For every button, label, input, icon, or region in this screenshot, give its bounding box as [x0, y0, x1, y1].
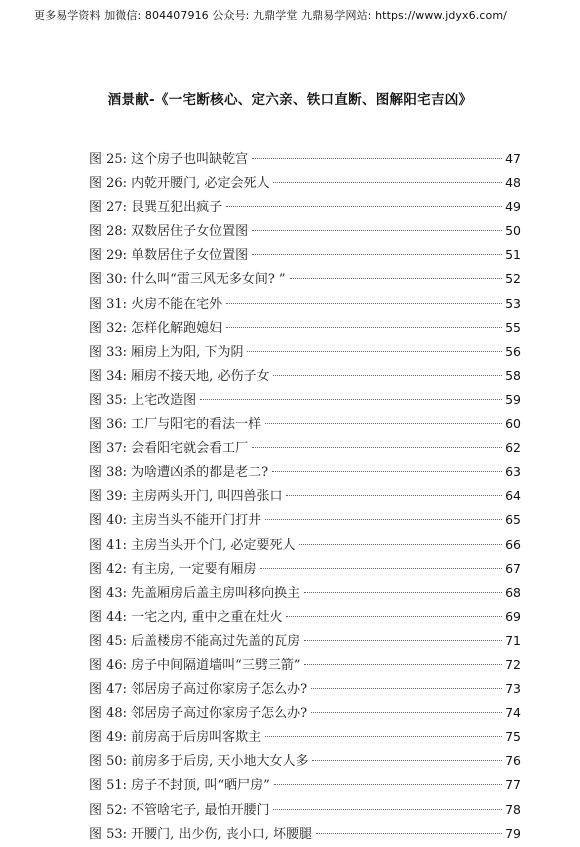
toc-page-number: 68 — [505, 584, 521, 600]
toc-entry-label: 图 37: 会看阳宅就会看工厂 — [89, 441, 249, 457]
toc-page-number: 56 — [505, 343, 521, 359]
dot-leader — [316, 833, 502, 834]
toc-page-number: 53 — [505, 295, 521, 311]
toc-entry — [89, 725, 521, 749]
dot-leader — [200, 399, 502, 400]
toc-entry-label: 图 35: 上宅改造图 — [89, 392, 197, 408]
toc-page-number: 79 — [505, 825, 521, 841]
toc-page-number: 63 — [505, 464, 521, 480]
toc-page-number: 74 — [505, 705, 521, 721]
toc-entry-label: 图 36: 工厂与阳宅的看法一样 — [89, 417, 262, 433]
toc-entry-label: 图 39: 主房两头开门, 叫四兽张口 — [89, 489, 283, 505]
toc-entry — [89, 484, 521, 508]
toc-page-number: 51 — [505, 247, 521, 263]
dot-leader — [304, 664, 502, 665]
toc-page-number: 59 — [505, 391, 521, 407]
toc-entry-label: 图 30: 什么叫“雷三风无多女间? ” — [89, 272, 286, 288]
dot-leader — [226, 206, 502, 207]
dot-leader — [311, 688, 502, 689]
toc-entry-label: 图 28: 双数居住子女位置图 — [89, 224, 249, 240]
toc-entry-label: 图 42: 有主房, 一定要有厢房 — [89, 561, 257, 577]
toc-entry — [89, 267, 521, 291]
dot-leader — [290, 278, 503, 279]
toc-entry — [89, 412, 521, 436]
dot-leader — [312, 760, 502, 761]
toc-entry — [89, 677, 521, 701]
toc-entry-label: 图 33: 厢房上为阳, 下为阴 — [89, 344, 244, 360]
toc-entry — [89, 629, 521, 653]
toc-entry — [89, 292, 521, 316]
toc-page-number: 78 — [505, 801, 521, 817]
toc-entry-label: 图 32: 怎样化解跑媳妇 — [89, 320, 223, 336]
toc-page-number: 58 — [505, 367, 521, 383]
toc-entry — [89, 557, 521, 581]
toc-page-number: 77 — [505, 777, 521, 793]
dot-leader — [252, 158, 502, 159]
dot-leader — [265, 423, 502, 424]
table-of-contents — [89, 147, 521, 846]
toc-page-number: 76 — [505, 753, 521, 769]
dot-leader — [272, 471, 502, 472]
toc-page-number: 71 — [505, 632, 521, 648]
dot-leader — [286, 616, 502, 617]
toc-entry-label: 图 44: 一宅之内, 重中之重在灶火 — [89, 609, 283, 625]
toc-entry-label: 图 25: 这个房子也叫缺乾宫 — [89, 152, 249, 167]
toc-page-number: 49 — [505, 199, 521, 215]
toc-entry — [89, 388, 521, 412]
toc-entry — [89, 243, 521, 267]
dot-leader — [260, 568, 502, 569]
dot-leader — [299, 544, 502, 545]
toc-entry — [89, 316, 521, 340]
toc-page-number: 75 — [505, 729, 521, 745]
toc-entry-label: 图 48: 邻居房子高过你家房子怎么办? — [89, 706, 308, 722]
dot-leader — [247, 351, 502, 352]
toc-entry — [89, 605, 521, 629]
toc-entry-label: 图 53: 开腰门, 出少伤, 丧小口, 坏腰腿 — [89, 826, 312, 842]
toc-entry-label: 图 46: 房子中间隔道墙叫“三劈三箭” — [89, 657, 301, 673]
toc-entry — [89, 508, 521, 532]
document-title: 酒景献-《一宅断核心、定六亲、铁口直断、图解阳宅吉凶》 — [107, 92, 473, 108]
dot-leader — [265, 736, 502, 737]
toc-page-number: 50 — [505, 223, 521, 239]
toc-entry-label: 图 47: 邻居房子高过你家房子怎么办? — [89, 682, 308, 698]
toc-entry — [89, 581, 521, 605]
toc-entry-label: 图 26: 内乾开腰门, 必定会死人 — [89, 176, 270, 192]
toc-page-number: 69 — [505, 608, 521, 624]
toc-entry — [89, 822, 521, 846]
toc-page-number: 66 — [505, 536, 521, 552]
toc-page-number: 67 — [505, 560, 521, 576]
dot-leader — [273, 375, 502, 376]
toc-entry — [89, 195, 521, 219]
toc-entry-label: 图 40: 主房当头不能开门打井 — [89, 513, 262, 529]
toc-page-number: 73 — [505, 681, 521, 697]
toc-entry-label: 图 50: 前房多于后房, 天小地大女人多 — [89, 754, 309, 770]
toc-page-number: 72 — [505, 656, 521, 672]
toc-entry — [89, 749, 521, 773]
toc-entry-label: 图 29: 单数居住子女位置图 — [89, 248, 249, 264]
toc-entry — [89, 364, 521, 388]
toc-page-number: 48 — [505, 175, 521, 191]
toc-entry — [89, 773, 521, 797]
toc-entry-label: 图 52: 不管啥宅子, 最怕开腰门 — [89, 802, 270, 818]
dot-leader — [226, 303, 502, 304]
toc-page-number: 60 — [505, 416, 521, 432]
dot-leader — [273, 809, 502, 810]
dot-leader — [274, 784, 502, 785]
toc-page-number: 64 — [505, 488, 521, 504]
page-header-text: 更多易学资料 加微信: 804407916 公众号: 九鼎学堂 九鼎易学网站: https://www.jdyx6.com/ — [34, 9, 507, 22]
toc-entry — [89, 219, 521, 243]
dot-leader — [286, 495, 502, 496]
toc-entry — [89, 460, 521, 484]
toc-entry-label: 图 51: 房子不封顶, 叫“晒尸房” — [89, 778, 270, 794]
toc-entry — [89, 147, 521, 171]
toc-entry — [89, 171, 521, 195]
toc-entry-label: 图 38: 为啥遭凶杀的都是老二? — [89, 465, 269, 481]
dot-leader — [273, 182, 502, 183]
toc-entry — [89, 436, 521, 460]
toc-entry — [89, 653, 521, 677]
toc-page-number: 47 — [505, 151, 521, 166]
dot-leader — [304, 592, 502, 593]
toc-entry — [89, 340, 521, 364]
dot-leader — [252, 254, 502, 255]
toc-entry-label: 图 43: 先盖厢房后盖主房叫移向换主 — [89, 585, 301, 601]
dot-leader — [252, 447, 502, 448]
dot-leader — [252, 230, 502, 231]
toc-page-number: 55 — [505, 319, 521, 335]
toc-entry-label: 图 41: 主房当头开个门, 必定要死人 — [89, 537, 296, 553]
toc-entry-label: 图 45: 后盖楼房不能高过先盖的瓦房 — [89, 633, 301, 649]
dot-leader — [304, 640, 502, 641]
toc-entry-label: 图 49: 前房高于后房叫客欺主 — [89, 730, 262, 746]
toc-entry-label: 图 27: 艮巽互犯出疯子 — [89, 200, 223, 216]
dot-leader — [226, 327, 502, 328]
toc-entry-label: 图 34: 厢房不接天地, 必伤子女 — [89, 368, 270, 384]
toc-entry — [89, 533, 521, 557]
toc-page-number: 62 — [505, 440, 521, 456]
toc-entry — [89, 701, 521, 725]
toc-page-number: 65 — [505, 512, 521, 528]
dot-leader — [265, 519, 502, 520]
dot-leader — [311, 712, 502, 713]
toc-page-number: 52 — [505, 271, 521, 287]
toc-entry — [89, 798, 521, 822]
toc-entry-label: 图 31: 火房不能在宅外 — [89, 296, 223, 312]
